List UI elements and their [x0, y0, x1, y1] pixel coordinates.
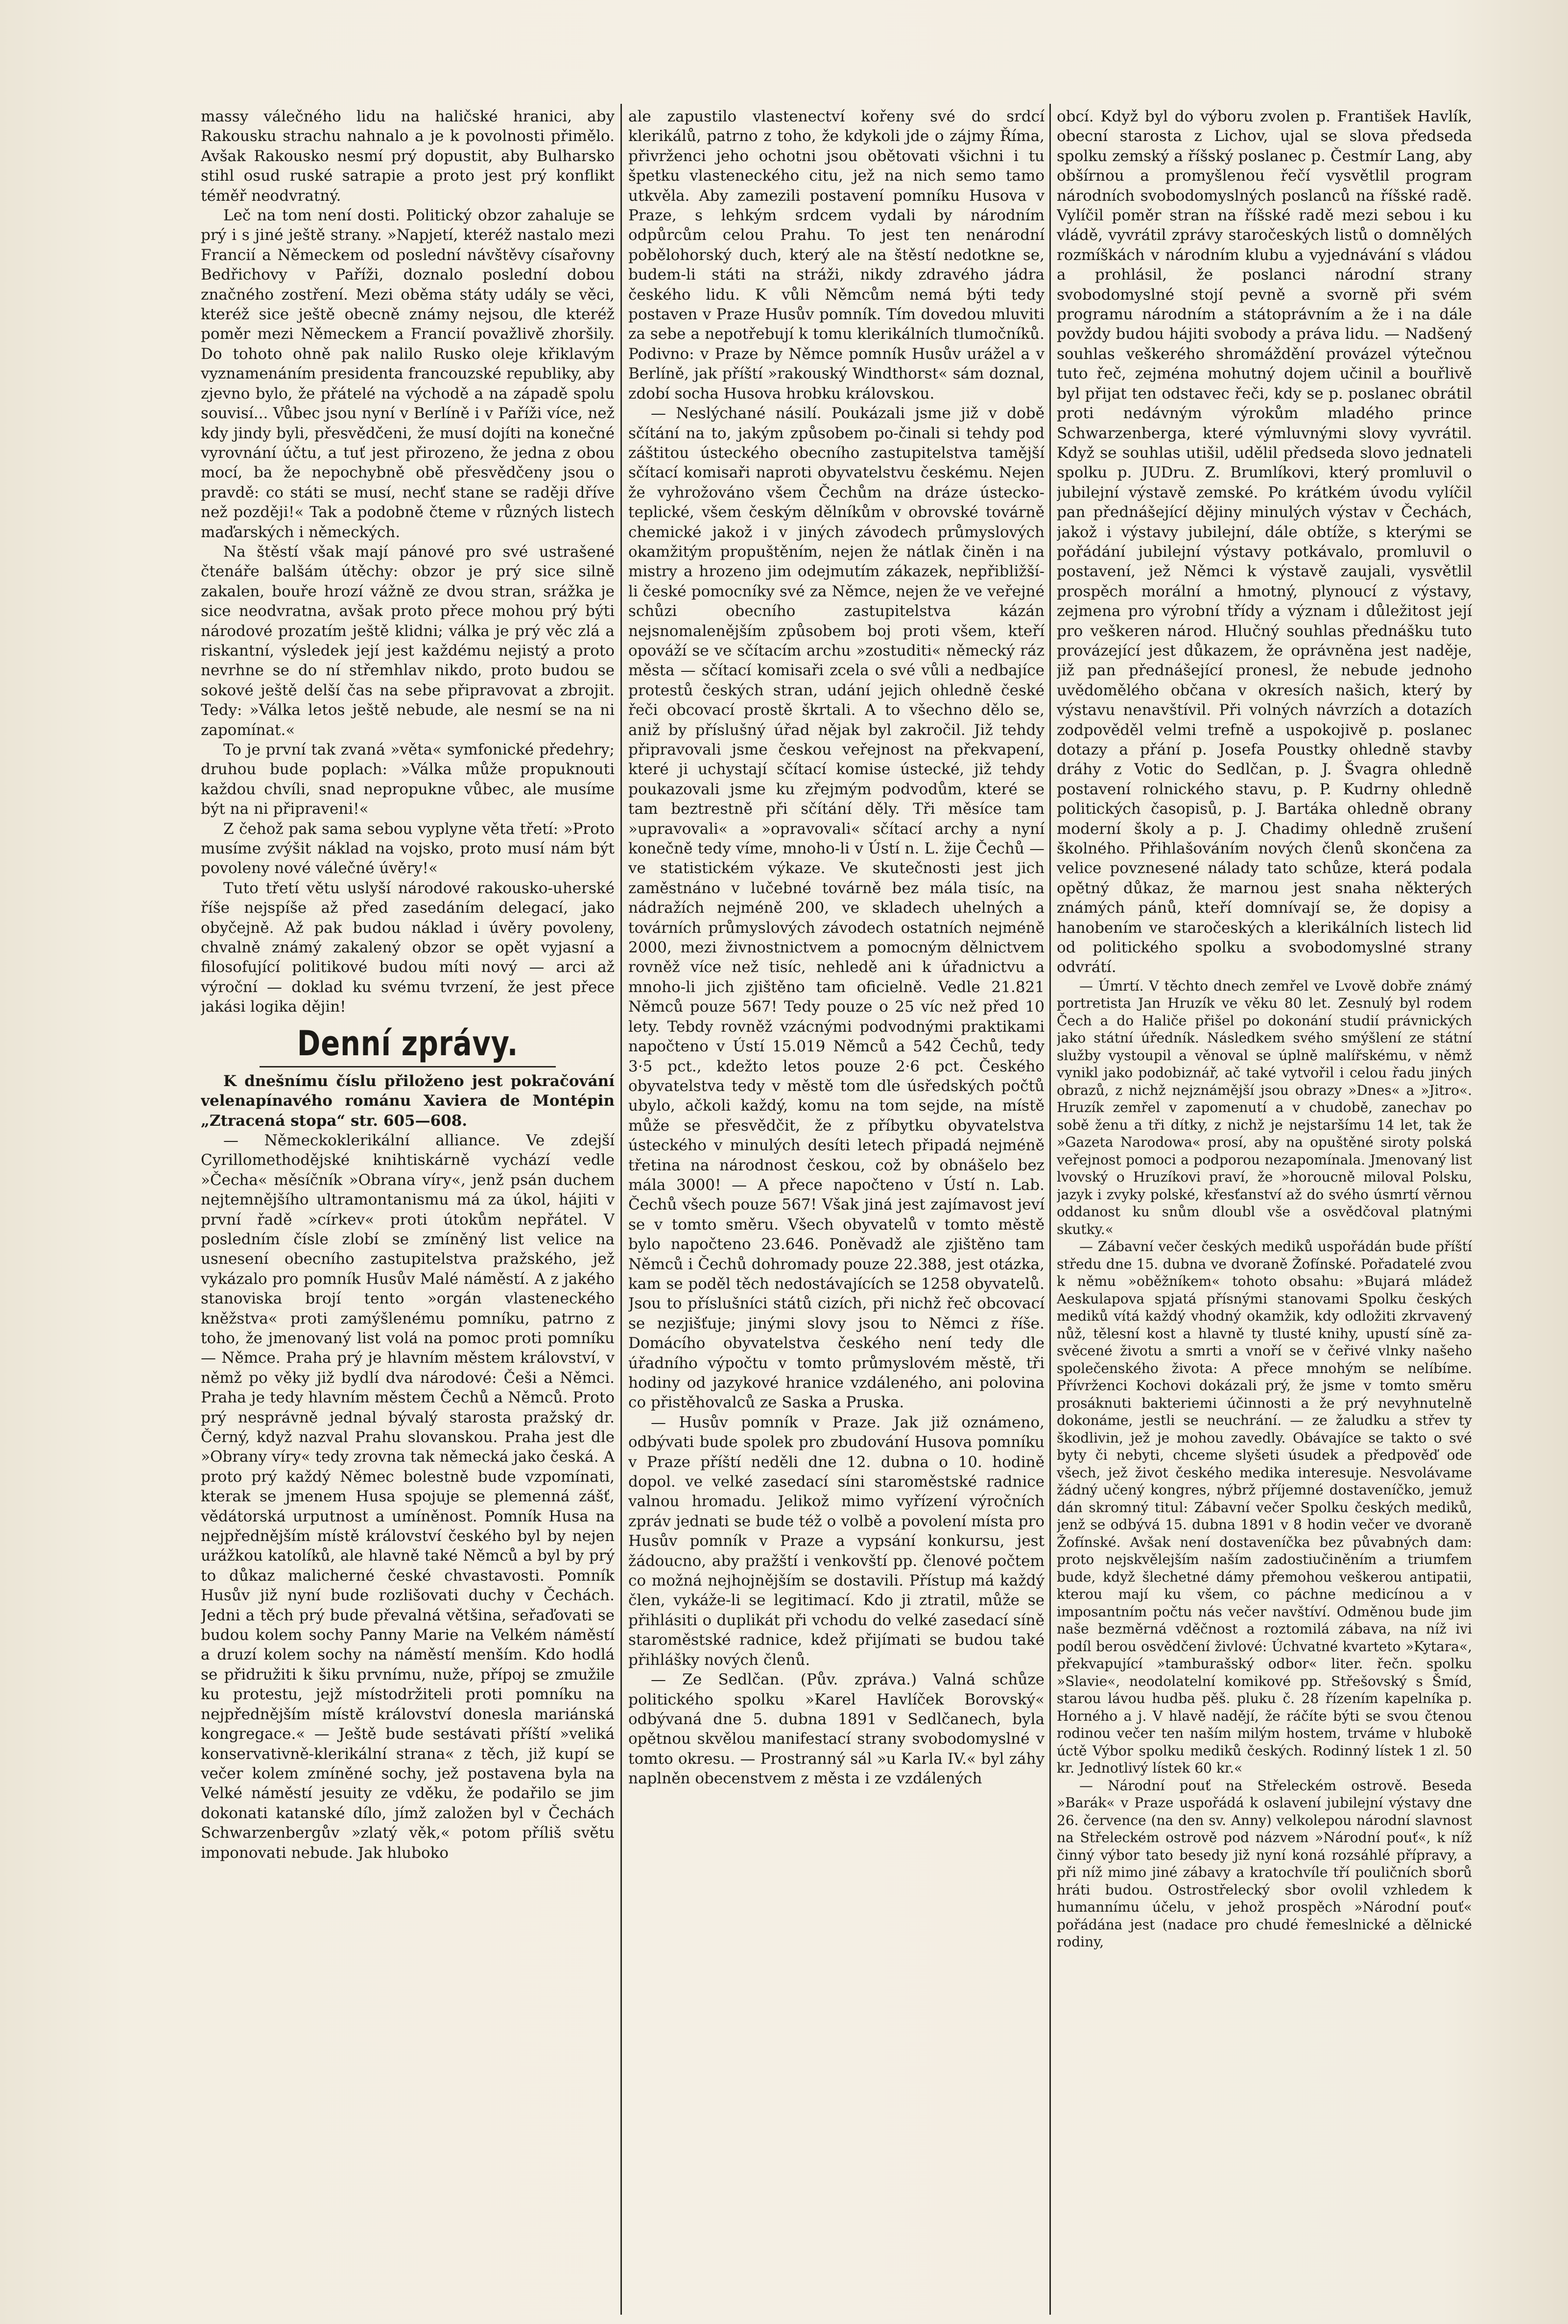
column-rule: [620, 104, 622, 2315]
news-item: — Národní pouť na Střeleckém ostrově. Beseda »Barák« v Praze uspořádá k oslavení jubilejní výstavy dne 26. července (na den sv. Anny) velkolepou národní slavnost na Střeleckém ostrově pod názvem »Národní pouť«, k níž činný výbor tato besedy již nyní koná rozsáhlé přípravy, a při níž mimo jiné zábavy a kratochvíle tří pouličních sborů hráti budou. Ostrostřelecký sbor ovolil vzhledem k humannímu účelu, v jehož prospěch »Národní pouť« pořádána jest (nadace pro chudé řemeslnické a dělnické rodiny,: [1057, 1777, 1472, 1950]
news-item: — Neslýchané násilí. Poukázali jsme již v době sčítání na to, jakým způsobem po-činali si tehdy pod záštitou ústeckého obecního zastupitelstva tamější sčítací komisaři naproti obyvatelstvu českému. Nejen že vyhrožováno všem Čechům na dráze ústecko-teplické, všem českým dělníkům v obrovské továrně chemické jakož i v jiných závodech průmyslových okamžitým propuštěním, nejen že nátlak činěn i na mistry a hrozeno jim odejmutím zákazek, nepřibližší-li české pomocníky své za Němce, nejen že ve veřejné schůzi obecního zastupitelstva kázán nejsnomalenějším způsobem boj proti všem, kteří opováží se ve sčítacím archu »zostuditi« německý ráz města — sčítací komisaři zcela o své vůli a nedbajíce protestů českých stran, udání jejich ohledně české řeči obcovací prostě škrtali. A to všechno dělo se, aniž by příslušný úřad nějak byl zakročil. Již tehdy připravovali jsme českou veřejnost na překvapení, které ji uchystají sčítací komise ústecké, již tehdy poukazovali jsme ku zřejmým podvodům, které se tam beztrestně při sčítání děly. Tři měsíce tam »upravovali« a »opravovali« sčítací archy a nyní konečně tedy víme, mnoho-li v Ústí n. L. žije Čechů — ve statistickém výkaze. Ve skutečnosti jest jich zaměstnáno v lučebné továrně bez mála tisíc, na nádražích nejméně 200, ve skladech uhelných a továrních průmyslových závodech ostatních nejméně 2000, mezi živnostnictvem a pomocným dělnictvem rovněž více než tisíc, nehledě ani k úřadnictvu a mnoho-li jich zjištěno tam oficielně. Vedle 21.821 Němců pouze 567! Tedy pouze o 25 víc než před 10 lety. Tebdy rovněž vzácnými podvodnými praktikami napočteno v Ústí 15.019 Němců a 542 Čechů, tedy 3·5 pct., kdežto letos pouze 2·6 pct. Českého obyvatelstva tedy v městě tom dle úsředských počtů ubylo, ačkoli každý, komu na tom sejde, na místě může se přesvědčit, že z příbytku obyvatelstva ústeckého v minulých desíti letech připadá nejméně třetina na národnost českou, což by obnášelo bez mála 3000! — A přece napočteno v Ústí n. Lab. Čechů všech pouze 567! Však jiná jest zajímavost jeví se v tomto směru. Všech obyvatelů v tomto městě bylo napočteno 23.646. Poněvadž ale zjištěno tam Němců i Čechů dohromady pouze 22.388, jest otázka, kam se poděl těch nedostávajících se 1258 obyvatelů. Jsou to příslušníci států cizích, při nichž řeč obcovací se nezjišťuje; jinými slovy jsou to Němci z říše. Domácího obyvatelstva českého není tedy dle úřadního výpočtu v tomto průmyslovém městě, tři hodiny od jazykové hranice vzdáleného, ani polovina co přistěhovalců ze Saska a Pruska.: [628, 404, 1045, 1412]
paragraph: Z čehož pak sama sebou vyplyne věta třetí: »Proto musíme zvýšit náklad na vojsko, proto musí nám být povoleny nové válečné úvěry!«: [201, 820, 615, 877]
section-title: Denní zprávy.: [297, 1023, 519, 1064]
paragraph: obcí. Když byl do výboru zvolen p. František Havlík, obecní starosta z Lichov, ujal se slova předseda spolku zemský a říšský poslanec p. Čestmír Lang, aby obšírnou a promyšlenou řečí vysvětlil program národních svobodomyslných poslanců na říšské radě. Vylíčil poměr stran na říšské radě mezi sebou i ku vládě, vyvrátil zprávy staročeských listů o domnělých rozmíškách v národním klubu a vyjednávání s vládou a prohlásil, že poslanci národní strany svobodomyslné stojí pevně a svorně při svém programu národním a státoprávním a že i na dále povždy budou hájiti svobody a práva lidu. — Nadšený souhlas veškerého shromáždění provázel výtečnou tuto řeč, zejména mohutný dojem učinil a bouřlivě byl přijat ten odstavec řeči, kdy se p. poslanec obrátil proti nedávným výrokům mladého prince Schwarzenberga, které výmluvnými slovy vyvrátil. Když se souhlas utišil, udělil předseda slovo jednateli spolku p. JUDru. Z. Brumlíkovi, který promluvil o jubilejní výstavě zemské. Po krátkém úvodu vylíčil pan přednášející dějiny minulých výstav v Čechách, jakož i výstavy jubilejní, dále obtíže, s kterými se pořádání jubilejní výstavy potkávalo, promluvil o postavení, jež Němci k výstavě zaujali, vysvětlil prospěch morální a hmotný, plynoucí z výstavy, zejmena pro výrobní třídy a význam i důležitost její pro veškeren národ. Hlučný souhlas přednášku tuto provázející jest důkazem, že oprávněna jest naděje, již pan přednášející pronesl, že nebude jednoho uvědomělého občana v okresích našich, který by výstavu nenavštívil. Při volných návrzích a dotazích zodpověděl velmi trefně a uspokojivě p. poslanec dotazy a přání p. Josefa Poustky ohledně stavby dráhy z Votic do Sedlčan, p. J. Švagra ohledně postavení rolnického stavu, p. P. Kudrny ohledně politických časopisů, p. J. Bartáka ohledně obrany moderní školy a p. J. Chadimy ohledně zrušení školného. Přihlašováním nových členů skončena za velice povznesené nálady tato schůze, která podala opětný důkaz, že marnou jest snaha některých známých pánů, kteří domnívají se, že dopisy a hanobením ve staročeských a klerikálních listech lid od politického spolku a svobodomyslné strany odvrátí.: [1057, 108, 1472, 976]
paragraph: Leč na tom není dosti. Politický obzor zahaluje se prý i s jiné ještě strany. »Napjetí, kteréž nastalo mezi Francií a Německem od poslední návštěvy císařovny Bedřichovy v Paříži, doznalo poslední dobou značného zostření. Mezi oběma státy udály se věci, kteréž sice ještě obecně známy nejsou, dle kteréž poměr mezi Německem a Francií považlivě zhoršily. Do tohoto ohně pak nalilo Rusko oleje křiklavým vyznamenáním presidenta francouzské republiky, aby zjevno bylo, že přátelé na východě a na západě spolu souvisí... Vůbec jsou nyní v Berlíně i v Paříži více, než kdy jindy byli, přesvědčeni, že musí dojíti na konečné vyrovnání účtu, a tuť jest přirozeno, že jedna z obou mocí, ba že nepochybně obě přesvědčeny jsou o pravdě: co státi se musí, nechť stane se raději dříve než později!« Tak a podobně čteme v různých listech maďarských i německých.: [201, 207, 615, 541]
news-item: — Husův pomník v Praze. Jak již oznámeno, odbývati bude spolek pro zbudování Husova pomníku v Praze příští neděli dne 12. dubna o 10. hodině dopol. ve velké zasedací síni staroměstské radnice valnou hromadu. Jelikož mimo vyřízení výročních zpráv jednati se bude též o volbě a povolení místa pro Husův pomník v Praze a vypsání konkursu, jest žádoucno, aby pražští i venkovští pp. členové počtem co možná nejhojnějším se dostavili. Přístup má každý člen, vykáže-li se legitimací. Kdo ji ztratil, může se přihlásiti o duplikát při vchodu do velké zasedací síně staroměstské radnice, kdež přijímati se budou také přihlášky nových členů.: [628, 1413, 1045, 1669]
column-rule: [1049, 104, 1051, 2315]
news-item: — Zábavní večer českých mediků uspořádán bude příští středu dne 15. dubna ve dvoraně Žofínské. Pořadatelé zvou k němu »oběžníkem« tohoto obsahu: »Bujará mládež Aeskulapova spjatá přísnými stanovami Spolku českých mediků vítá každý vhodný okamžik, kdy odložiti zkrvavený nůž, tělesní kost a hlavně ty tlusté knihy, upustí síně za-svěcené životu a smrti a vnoří se v čeřivé vlnky našeho společenského života: A přece mnohým se nelíbíme. Přívrženci Kochovi dokázali prý, že jsme v tomto směru prosáknuti bakteriemi účinnosti a že prý nevyhnutelně dokonáme, jestli se neuchrání. — ze žaludku a střev ty škodlivin, jež je mohou zavedly. Obávajíce se takto o své byty či nebyti, chceme slyšeti úsudek a předpověď ode všech, jež život českého medika interesuje. Nesvolávame žádný učený kongres, nýbrž příjemné dostaveníčko, jemuž dán skromný titul: Zábavní večer Spolku českých mediků, jenž se odbývá 15. dubna 1891 v 8 hodin večer ve dvoraně Žofínské. Avšak není dostaveníčka bez půvabných dam: proto nejskvělejším naším zadostiučiněním a triumfem bude, když šlechetné dámy přemohou veškerou antipatii, kterou mají ku všem, co páchne medicínou a v imposantním počtu nás večer navštíví. Odměnou bude jim naše bezměrná vděčnost a roztomilá zábava, na níž ivi podíl berou osvědčení živlové: Úchvatné kvarteto »Kytara«, překvapující »tamburašský odbor« liter. řečn. spolku »Slavie«, neodolatelní komikové pp. Střešovský s Šmíd, starou lávou hudba pěš. pluku č. 28 řízením kapelníka p. Horného a j. V hlavě nadějí, že ráčíte býti se svou čtenou rodinou večer ten naším milým hostem, trváme v hlubokě úctě Výbor spolku mediků českých. Rodinný lístek 1 zl. 50 kr. Jednotlivý lístek 60 kr.«: [1057, 1238, 1472, 1777]
column-3: [1057, 107, 1472, 2313]
paragraph: Tuto třetí větu uslyší národové rakousko-uherské říše nejspíše až před zasedáním delegací, jako obyčejně. Až pak budou náklad i úvěry povoleny, chvalně známý zakalený obzor se opět vyjasní a filosofující politikové budou míti nový — arci až výroční — doklad ku svému tvrzení, že jest přece jakási logika dějin!: [201, 879, 615, 1016]
paragraph: ale zapustilo vlastenectví kořeny své do srdcí klerikálů, patrno z toho, že kdykoli jde o zájmy Říma, přivrženci jeho ochotni jsou obětovati všichni i tu špetku vlasteneckého citu, jež na nich semo tamo utkvěla. Aby zamezili postavení pomníku Husova v Praze, s lehkým srdcem vydali by národním odpůrcům celou Prahu. To jest ten nenárodní pobělohorský duch, který ale na štěstí nedotkne se, budem-li státi na stráži, nikdy zdravého jádra českého lidu. K vůli Němcům nemá býti tedy postaven v Praze Husův pomník. Tím dovedou mluviti za sebe a nepotřebují k tomu klerikálních tlumočníků. Podivno: v Praze by Němce pomník Husův urážel a v Berlíně, jak příští »rakouský Windthorst« sám doznal, zdobí socha Husova hrobku královskou.: [628, 108, 1045, 403]
column-1: [201, 107, 615, 2313]
small-print-block: [1057, 977, 1472, 1951]
news-item: — Ze Sedlčan. (Pův. zpráva.) Valná schůze politického spolku »Karel Havlíček Borovský« odbývaná dne 5. dubna 1891 v Sedlčanech, byla opětnou skvělou manifestací strany svobodomyslné v tomto okresu. — Prostranný sál »u Karla IV.« byl záhy naplněn obecenstvem z města i ze vzdálených: [628, 1671, 1045, 1788]
section-rule: [260, 1066, 556, 1067]
paragraph: Na štěstí však mají pánové pro své ustrašené čtenáře balšám útěchy: obzor je prý sice silně zakalen, bouře hrozí vážně ze dvou stran, srážka je sice neodvratna, avšak proto přece mohou prý býti národové prozatím ještě klidni; válka je prý věc zlá a riskantní, výsledek její jest každému nejistý a proto nevrhne se do ní střemhlav nikdo, proto budou se sokové ještě delší čas na sebe připravovat a zbrojit. Tedy: »Válka letos ještě nebude, ale nesmí se na ni zapomínat.«: [201, 543, 615, 739]
supplement-notice: K dnešnímu číslu přiloženo jest pokračování velenapínavého románu Xaviera de Montépin „Ztracená stopa“ str. 605—608.: [201, 1072, 615, 1130]
news-item: — Úmrtí. V těchto dnech zemřel ve Lvově dobře známý portretista Jan Hruzík ve věku 80 let. Zesnulý byl rodem Čech a do Haliče přišel po dokonání studií právnických jako státní úředník. Následkem svého smýšlení ze státní služby vystoupil a věnoval se úplně malířskému, v němž vynikl jako podobiznář, ač také vytvořil i celou řadu jiných obrazů, z nichž nejznámější jsou obrazy »Dnes« a »Jitro«. Hruzík zemřel v zapomenutí a v chudobě, zanechav po sobě ženu a tři dítky, z nichž je nejstaršímu 14 let, tak že »Gazeta Narodowa« prosí, aby na opuštěné siroty polská veřejnost pomoci a podporou nezapomínala. Jmenovaný list lvovský o Hruzíkovi praví, že »horoucně miloval Polsku, jazyk i zvyky polské, křesťanství až do svého úsmrtí věrnou oddanost ku snům dloubl vše a osvědčoval platnými skutky.«: [1057, 977, 1472, 1237]
news-item: — Německoklerikální alliance. Ve zdejší Cyrillomethodějské knihtiskárně vychází vedle »Čecha« měsíčník »Obrana víry«, jenž psán duchem nejtemnějšího ultramontanismu má za úkol, hájiti v první řadě »církev« proti útokům nepřátel. V posledním čísle zlobí se zmíněný list velice na usnesení obecního zastupitelstva pražského, jež vykázalo pro pomník Husův Malé náměstí. A z jakého stanoviska brojí tento »orgán vlasteneckého kněžstva« proti zamýšlenému pomníku, patrno z toho, že jmenovaný list volá na pomoc proti pomníku — Němce. Praha prý je hlavním městem království, v němž po věky již bydlí dva národové: Češi a Němci. Praha je tedy hlavním městem Čechů a Němců. Proto prý nesprávně jednal bývalý starosta pražský dr. Černý, když nazval Prahu slovanskou. Praha jest dle »Obrany víry« tedy zrovna tak německá jako česká. A proto prý každý Němec bolestně bude vzpomínati, kterak se jmenem Husa spojuje se plemenná zášť, vědátorská urputnost a umíněnost. Pomník Husa na nejpřednějším místě království českého byl by nejen urážkou katolíků, ale hlavně také Němců a byl by prý to důkaz malicherné české chvastavosti. Pomník Husův již nyní bude rozlišovati duchy v Čechách. Jedni a těch prý bude převalná většina, seřaďovati se budou kolem sochy Panny Marie na Velkém náměstí a druzí kolem sochy na náměstí menším. Kdo hodlá se přidružiti k šiku prvnímu, nuže, přípoj se zmužile ku protestu, jejž místodržiteli proti pomníku na nejpřednějším místě království donesla mariánská kongregace.« — Ještě bude sestávati příští »veliká konservativně-klerikální strana« z těch, již kupí se večer kolem zmíněné sochy, jež postavena byla na Velké náměstí jesuity ze vděku, že podařilo se jim dokonati katanské dílo, jímž založen byl v Čechách Schwarzenbergův »zlatý věk,« potom příliš světu imponovati nebude. Jak hluboko: [201, 1131, 615, 1862]
paragraph: To je první tak zvaná »věta« symfonické předehry; druhou bude poplach: »Válka může propuknouti každou chvíli, snad nepropukne vůbec, ale musíme být na ni připraveni!«: [201, 741, 615, 818]
column-2: [628, 107, 1045, 2313]
paragraph: massy válečného lidu na haličské hranici, aby Rakousku strachu nahnalo a je k povolnosti přimělo. Avšak Rakousko nesmí prý dopustit, aby Bulharsko stihl osud ruské satrapie a proto jest prý konflikt téměř neodvratný.: [201, 108, 615, 205]
